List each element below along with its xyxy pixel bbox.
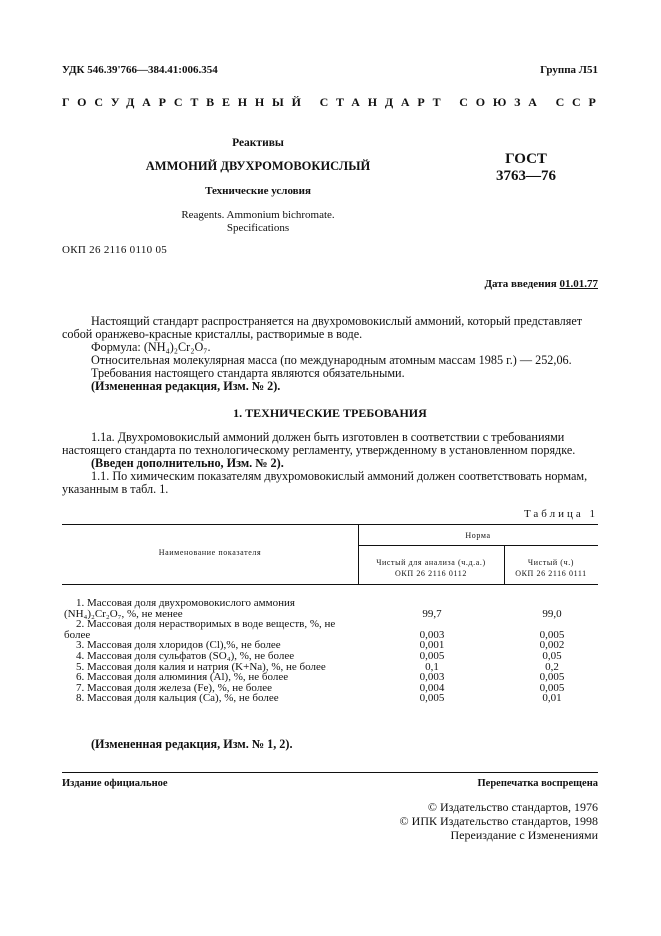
- row-value-ch: 0,005: [539, 681, 565, 694]
- para-1-1-line1: 1.1. По химическим показателям двухромовокислый аммоний должен соответствовать нормам,: [91, 469, 588, 483]
- row-value-ch: 99,0: [542, 607, 562, 620]
- col-header-chda-line2: ОКП 26 2116 0112: [395, 569, 467, 578]
- para-1-1a-amendment: (Введен дополнительно, Изм. № 2).: [91, 456, 284, 470]
- product-name: АММОНИЙ ДВУХРОМОВОКИСЛЫЙ: [145, 159, 371, 173]
- table-caption: Таблица 1: [523, 508, 598, 520]
- table-row: [62, 651, 598, 662]
- table-row: [62, 619, 598, 630]
- row-value-ch: 0,05: [542, 649, 562, 662]
- copyright-1998: © ИПК Издательство стандартов, 1998: [399, 814, 598, 828]
- row-name: 1. Массовая доля двухромовокислого аммония: [76, 597, 295, 609]
- intro-date-value: 01.01.77: [559, 278, 598, 290]
- row-value-chda: 0,001: [419, 639, 445, 652]
- col-header-ch-line1: Чистый (ч.): [527, 558, 575, 567]
- english-title-line1: Reagents. Ammonium bichromate.: [181, 209, 335, 221]
- row-value-chda: 0,005: [419, 649, 445, 662]
- intro-date-label: Дата введения: [484, 278, 557, 290]
- row-value-chda: 0,005: [419, 692, 445, 705]
- intro-amendment: (Измененная редакция, Изм. № 2).: [91, 379, 281, 393]
- para-1-1a-line2: настоящего стандарта по технологическому регламенту, утвержденному в установленном порядке.: [62, 443, 576, 457]
- mandatory-note: Требования настоящего стандарта являются обязательными.: [91, 366, 405, 380]
- row-value-ch: 0,005: [539, 671, 565, 684]
- state-standard-heading: ГОСУДАРСТВЕННЫЙ СТАНДАРТ СОЮЗА ССР: [62, 95, 604, 109]
- row-value-ch: 0,005: [539, 628, 565, 641]
- formula-label: Формула:: [91, 340, 141, 354]
- official-edition: Издание официальное: [62, 778, 168, 789]
- row-value-chda: 0,1: [425, 660, 439, 673]
- row-name: 2. Массовая доля нерастворимых в воде веществ, %, не: [76, 618, 336, 631]
- row-name: 6. Массовая доля алюминия (Al), %, не более: [76, 671, 289, 684]
- col-header-chda-line1: Чистый для анализа (ч.д.а.): [376, 558, 486, 567]
- category: Реактивы: [232, 137, 284, 149]
- okp-code: ОКП 26 2116 0110 05: [62, 244, 168, 256]
- formula: (NH₄)₂Cr₂O₇.: [143, 340, 211, 354]
- row-value-chda: 0,003: [419, 628, 445, 641]
- intro-line1: Настоящий стандарт распространяется на двухромовокислый аммоний, который представляет: [91, 314, 583, 328]
- col-header-name: Наименование показателя: [158, 548, 262, 557]
- col-header-ch-line2: ОКП 26 2116 0111: [515, 569, 587, 578]
- intro-date: [484, 278, 598, 290]
- para-1-1a-line1: 1.1а. Двухромовокислый аммоний должен быть изготовлен в соответствии с требованиями: [91, 430, 565, 444]
- row-value-ch: 0,2: [545, 660, 559, 673]
- row-value-chda: 99,7: [422, 607, 442, 620]
- table-header-rule: [62, 584, 598, 585]
- row-value-ch: 0,01: [542, 692, 562, 705]
- english-title-line2: Specifications: [226, 222, 290, 234]
- table-top-rule: [62, 524, 598, 525]
- norm-rule: [358, 545, 598, 546]
- row-name: 8. Массовая доля кальция (Ca), %, не более: [76, 692, 279, 705]
- gost-number: 3763—76: [496, 168, 556, 184]
- udk-code: УДК 546.39'766—384.41:006.354: [62, 64, 218, 76]
- copyright-1976: © Издательство стандартов, 1976: [427, 800, 598, 814]
- row-name: 3. Массовая доля хлоридов (Cl),%, не более: [76, 639, 281, 652]
- reissue-note: Переиздание с Изменениями: [450, 828, 598, 842]
- group-code: Группа Л51: [540, 64, 598, 76]
- row-value-chda: 0,004: [419, 681, 445, 694]
- table-row: [62, 598, 598, 609]
- row-name: 4. Массовая доля сульфатов (SO₄), %, не более: [76, 649, 295, 662]
- intro-line2: собой оранжево-красные кристаллы, растворимые в воде.: [62, 327, 363, 341]
- molecular-mass: Относительная молекулярная масса (по международным атомным массам 1985 г.) — 252,06.: [91, 353, 572, 367]
- section-1-title: 1. ТЕХНИЧЕСКИЕ ТРЕБОВАНИЯ: [233, 406, 427, 420]
- para-1-1-line2: указанным в табл. 1.: [62, 482, 169, 496]
- footer-rule: [62, 772, 598, 773]
- table-body: [62, 598, 598, 704]
- row-name: (NH₄)₂Cr₂O₇, %, не менее: [64, 607, 183, 620]
- table-row: [62, 693, 598, 704]
- reprint-prohibited: Перепечатка воспрещена: [477, 778, 598, 789]
- row-value-ch: 0,002: [539, 639, 565, 652]
- row-name: более: [64, 628, 91, 641]
- row-name: 5. Массовая доля калия и натрия (K+Na), %, не более: [76, 660, 326, 673]
- table-amendment: (Измененная редакция, Изм. № 1, 2).: [91, 737, 293, 751]
- row-name: 7. Массовая доля железа (Fe), %, не более: [76, 681, 272, 694]
- subtitle: Технические условия: [205, 185, 311, 197]
- col-header-norm: Норма: [465, 531, 491, 540]
- row-value-chda: 0,003: [419, 671, 445, 684]
- gost-label: ГОСТ: [505, 151, 547, 167]
